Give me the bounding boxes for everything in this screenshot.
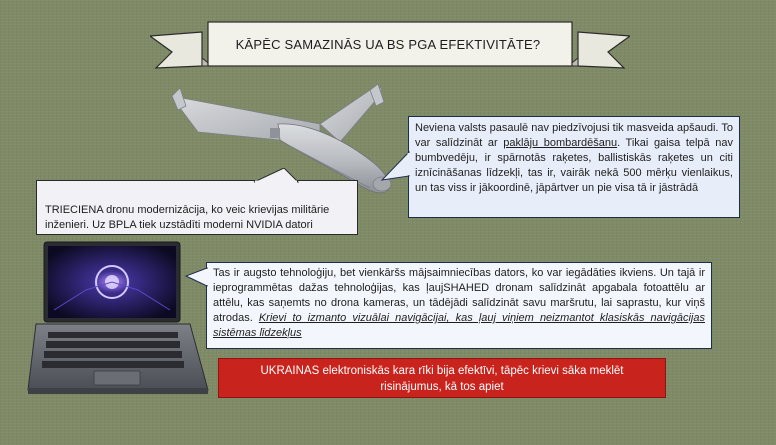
ew-conclusion-text: UKRAINAS elektroniskās kara rīki bija efektīvi, tāpēc krievi sāka meklēt risinājumus, kā tos apiet (260, 365, 624, 393)
title-banner (150, 14, 630, 74)
ew-conclusion-box (218, 358, 666, 398)
air-attack-text-start: Neviena valsts pasaulē nav piedzīvojusi tik masveida apšaudi. To var salīdzināt ar (415, 122, 733, 149)
visual-navigation-text: Tas ir augsto tehnoloģiju, bet vienkāršs mājsaimniecības dators, ko var iegādāties ikviens. Un tajā ir ieprogrammētas dažas tehnoloģijas, kas ļaujSHAHED dronam salīdzināt apgabala fotoattēlu ar attēlu, kas saņemts no drona kameras, un tādējādi salīdzināt savu maršrutu, lai saprastu, kur viņš atrodas. (213, 267, 705, 324)
visual-navigation-info-box (206, 262, 712, 349)
left-callout-pointer (250, 168, 310, 184)
middle-box-pointer (184, 266, 210, 296)
right-box-pointer (380, 150, 412, 190)
air-attack-text-end: . Tikai gaisa telpā nav bumbvedēju, ir spārnotās raķetes, ballistiskās raķetes un citi iznīcināšanas līdzekļi, tas ir, vairāk nekā 500 mērķu vienlaikus, un tas viss ir jākoordinē, jāpārtver un pie visa tā ir jāstrādā (415, 137, 733, 194)
laptop-graphic (26, 240, 211, 400)
carpet-bombing-term: paklāju bombardēšanu (503, 137, 618, 149)
air-attack-info-box (408, 116, 740, 218)
visual-navigation-emphasis: Krievi to izmanto vizuālai navigācijai, kas ļauj viņiem neizmantot klasiskās navigācijas sistēmas līdzekļus (213, 312, 705, 339)
drone-upgrade-callout (36, 180, 358, 235)
banner-title: KĀPĒC SAMAZINĀS UA BS PGA EFEKTIVITĀTE? (235, 37, 541, 52)
drone-upgrade-text: TRIECIENA dronu modernizācija, ko veic krievijas militārie inženieri. Uz BPLA tiek uzstādīti moderni NVIDIA datori (45, 204, 330, 231)
